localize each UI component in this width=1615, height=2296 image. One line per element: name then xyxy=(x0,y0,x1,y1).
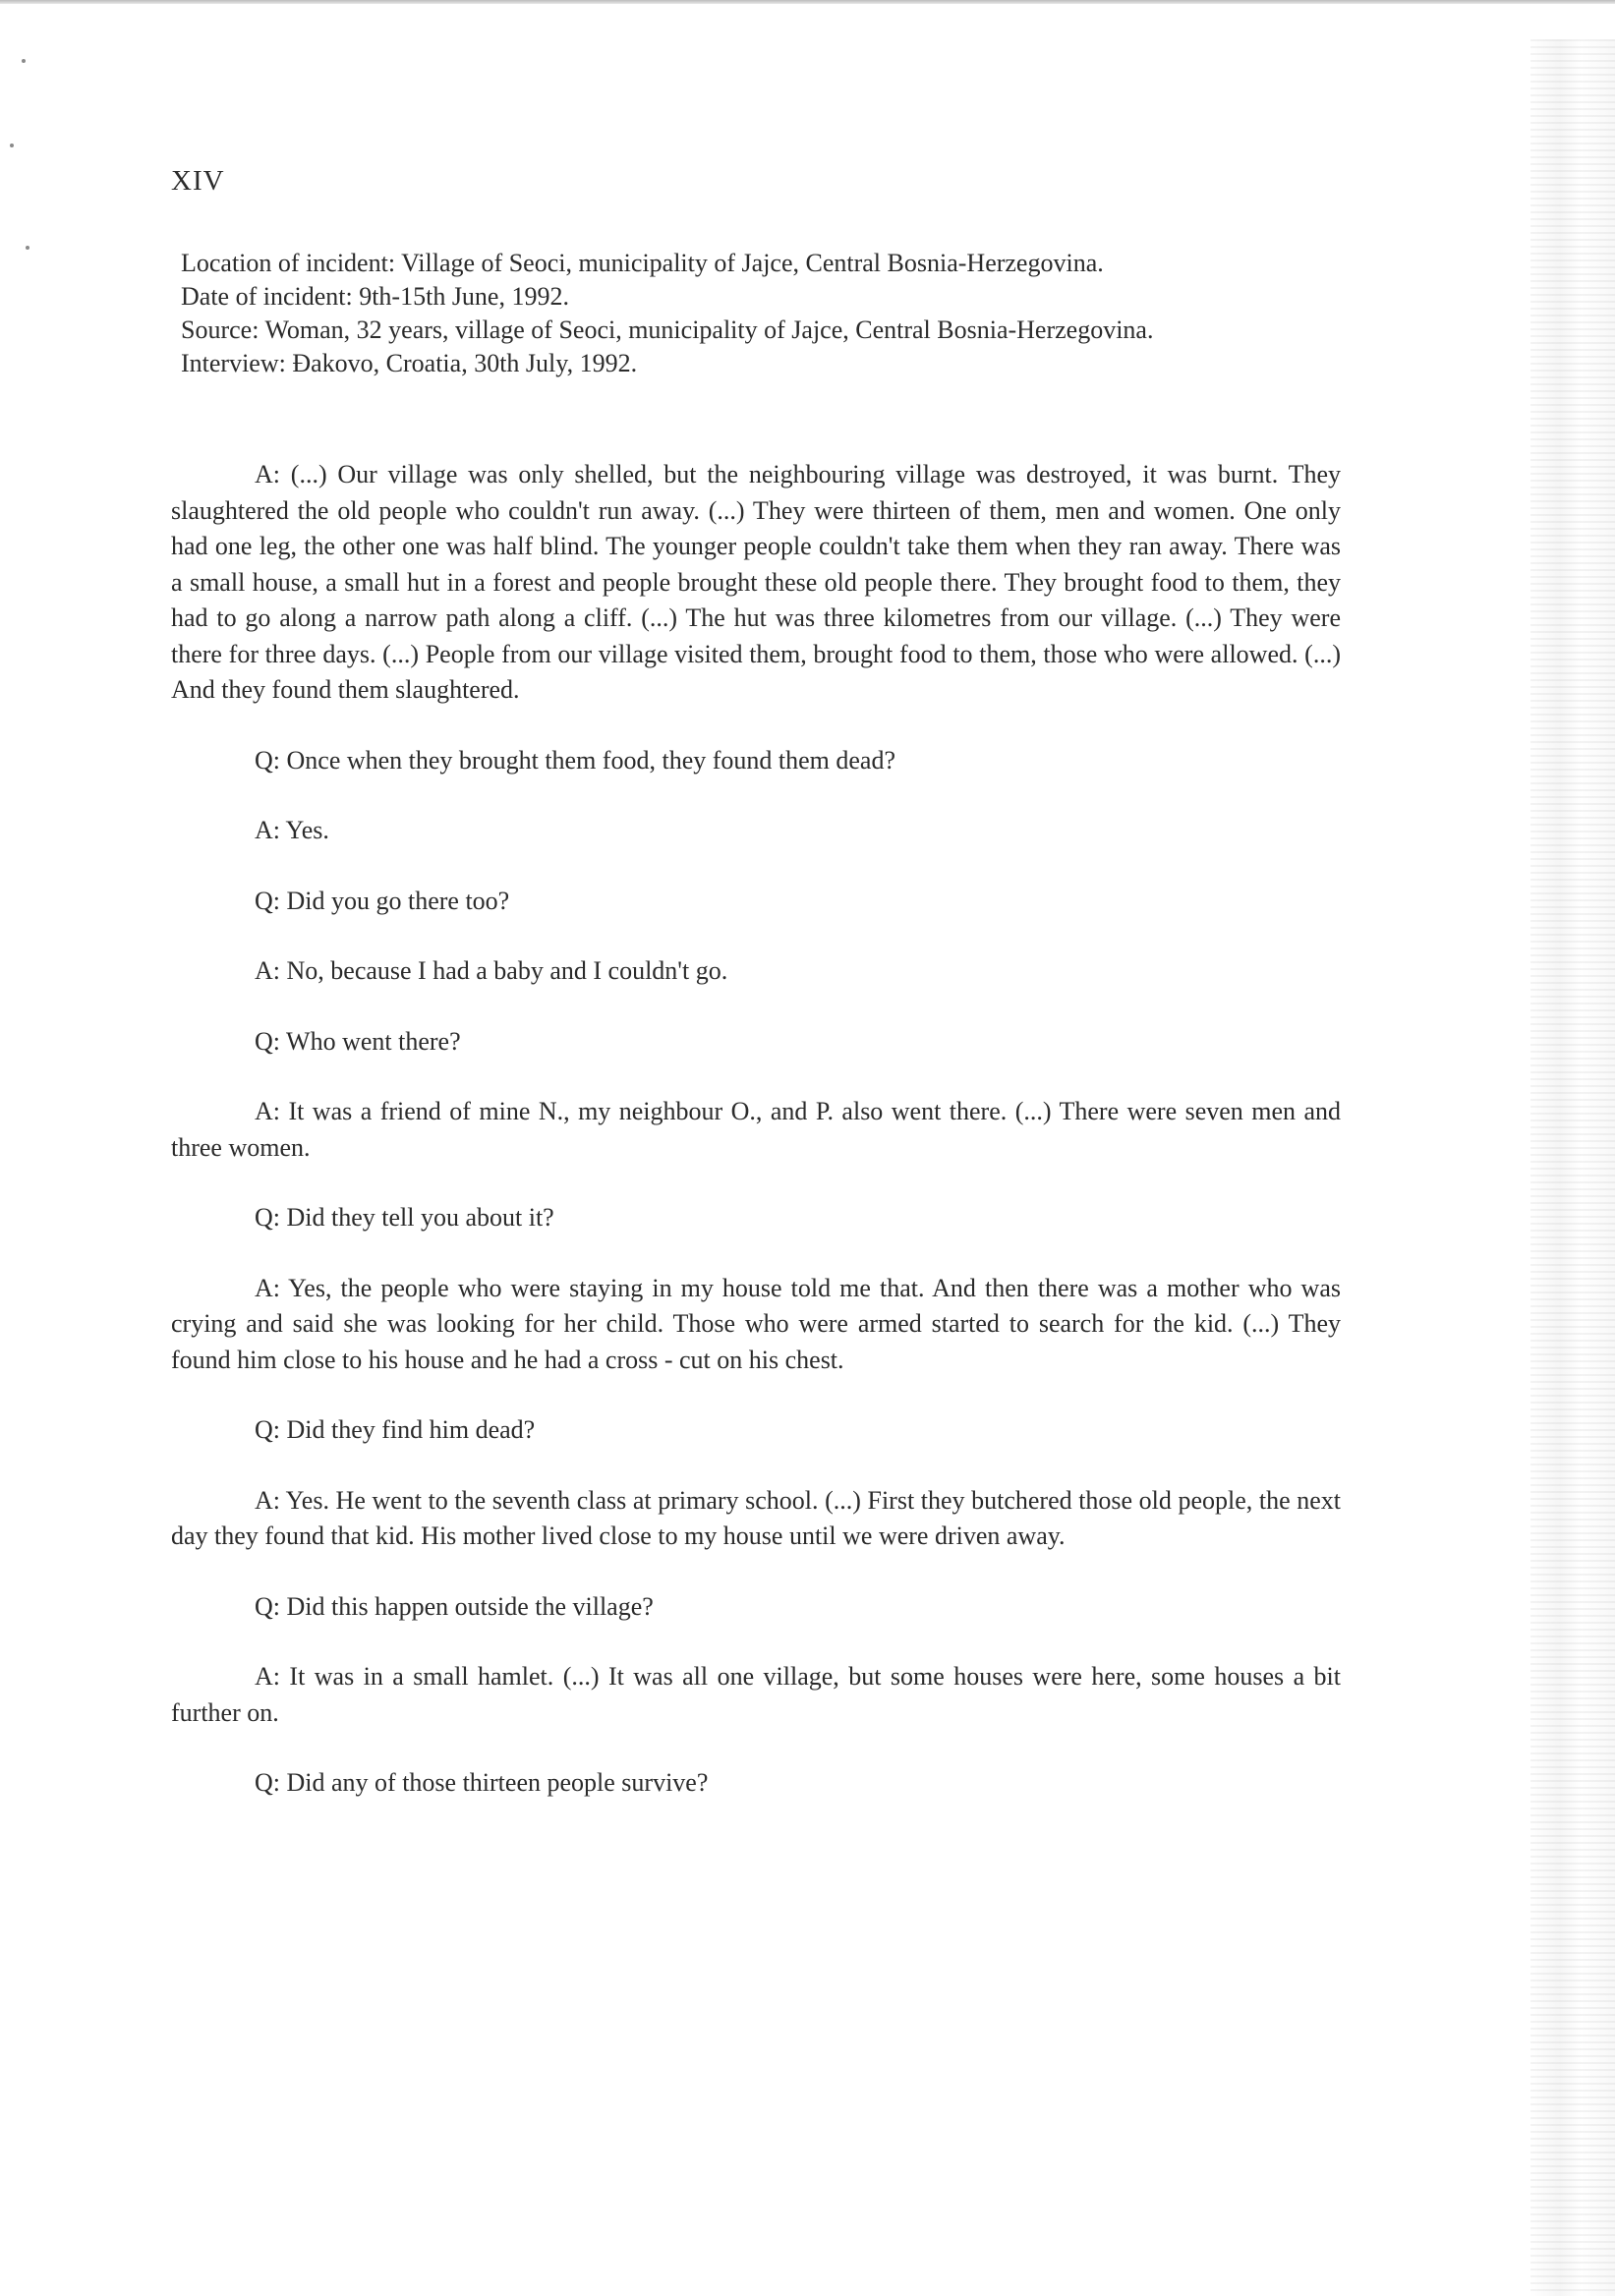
question-paragraph: Q: Did they find him dead? xyxy=(255,1415,536,1444)
question-paragraph: Q: Did you go there too? xyxy=(255,886,510,915)
incident-location: Location of incident: Village of Seoci, municipality of Jajce, Central Bosnia-Herzegovina. xyxy=(181,249,1104,277)
incident-metadata xyxy=(181,247,1351,380)
answer-paragraph: A: Yes. He went to the seventh class at primary school. (...) First they butchered those old people, the next day they found that kid. His mother lived close to my house until we were driven away. xyxy=(171,1485,1341,1550)
scan-speck xyxy=(10,144,14,147)
interview-details: Interview: Đakovo, Croatia, 30th July, 1992. xyxy=(181,349,638,377)
question-paragraph: Q: Did they tell you about it? xyxy=(255,1203,554,1232)
page-number: XIV xyxy=(171,165,225,197)
answer-paragraph: A: Yes, the people who were staying in my house told me that. And then there was a mother who was crying and said she was looking for her child. Those who were armed started to search for the kid. (...) They found him close to his house and he had a cross - cut on his chest. xyxy=(171,1273,1341,1374)
question-paragraph: Q: Once when they brought them food, they found them dead? xyxy=(255,745,895,775)
question-paragraph: Q: Did any of those thirteen people survive? xyxy=(255,1768,709,1797)
scan-speck xyxy=(26,246,29,250)
interview-transcript xyxy=(171,457,1351,1802)
answer-paragraph: A: It was in a small hamlet. (...) It was all one village, but some houses were here, some houses a bit further on. xyxy=(171,1662,1341,1727)
answer-paragraph: A: Yes. xyxy=(255,816,329,844)
scan-speck xyxy=(22,59,26,63)
answer-paragraph: A: It was a friend of mine N., my neighbour O., and P. also went there. (...) There were seven men and three women. xyxy=(171,1097,1341,1162)
question-paragraph: Q: Who went there? xyxy=(255,1026,461,1056)
scan-top-edge xyxy=(0,0,1615,4)
scan-right-edge xyxy=(1530,39,1615,2296)
incident-date: Date of incident: 9th-15th June, 1992. xyxy=(181,282,569,311)
answer-paragraph: A: (...) Our village was only shelled, but the neighbouring village was destroyed, it was burnt. They slaughtered the old people who couldn't run away. (...) They were thirteen of them, men and women. One only had one leg, the other one was half blind. The younger people couldn't take them when they ran away. There was a small house, a small hut in a forest and people brought these old people there. They brought food to them, they had to go along a narrow path along a cliff. (...) The hut was three kilometres from our village. (...) They were there for three days. (...) People from our village visited them, brought food to them, those who were allowed. (...) And they found them slaughtered. xyxy=(171,460,1341,704)
incident-source: Source: Woman, 32 years, village of Seoci, municipality of Jajce, Central Bosnia-Herzegovina. xyxy=(181,316,1154,344)
answer-paragraph: A: No, because I had a baby and I couldn't go. xyxy=(255,956,728,985)
question-paragraph: Q: Did this happen outside the village? xyxy=(255,1591,654,1621)
document-page xyxy=(171,165,1351,1836)
